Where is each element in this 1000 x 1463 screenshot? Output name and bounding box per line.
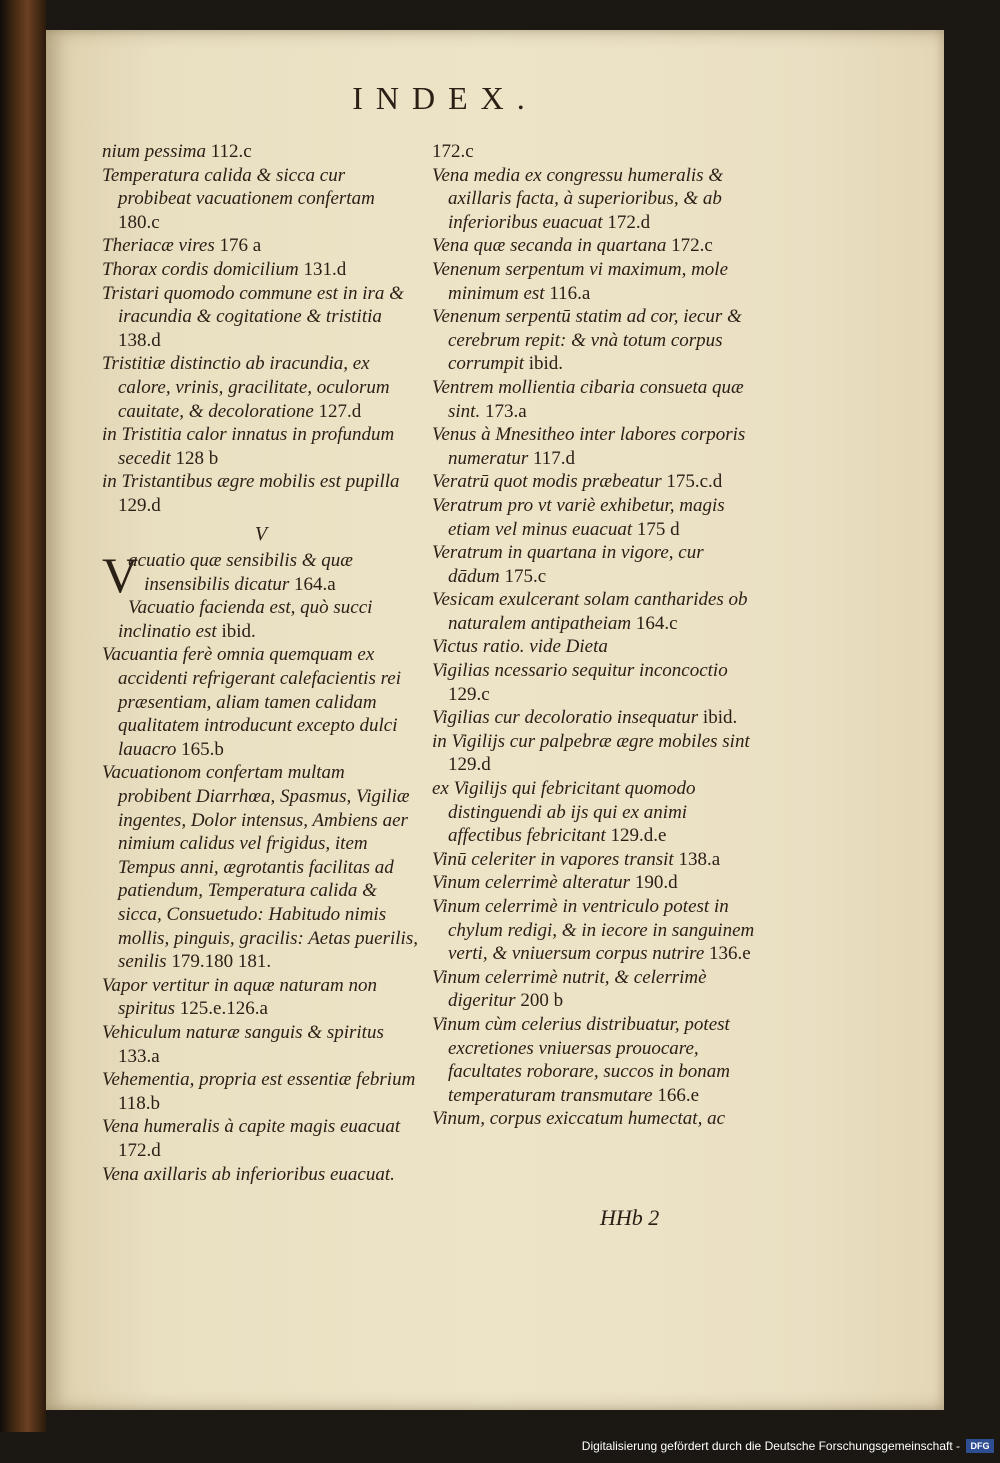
page-ref: ibid. — [702, 707, 738, 729]
entry-text: Veratrum pro vt variè exhibetur, magis etiam vel minus euacuat — [432, 494, 725, 540]
left-entries — [102, 140, 420, 518]
entry-text: Venenum serpentū statim ad cor, iecur & cerebrum repit: & vnà totum corpus corrumpit — [432, 306, 742, 375]
index-entry — [102, 1068, 420, 1115]
dropcap-letter: V — [102, 547, 139, 604]
entry-text: Vena media ex congressu humeralis & axillaris facta, à superioribus, & ab inferioribus euacuat — [432, 164, 724, 233]
index-entry — [102, 164, 420, 235]
page-ref: 116.a — [549, 282, 591, 304]
page-ref: 133.a — [118, 1045, 160, 1067]
page-ref: 138.d — [118, 329, 161, 351]
v-entries — [102, 549, 420, 1186]
page-ref: 172.c — [432, 141, 474, 162]
index-entry — [432, 966, 760, 1013]
index-entry — [102, 1163, 420, 1187]
page-ref: 173.a — [484, 400, 527, 422]
index-entry — [102, 596, 420, 643]
entry-text: Vinum celerrimè in ventriculo potest in chylum redigi, & in iecore in sanguinem verti, & vniuersum corpus nutrire — [432, 896, 755, 965]
page-ref: 175.c.d — [666, 471, 723, 493]
page-ref: ibid. — [221, 620, 256, 642]
entry-text: Victus ratio. vide Dieta — [432, 636, 608, 658]
index-entry — [432, 1107, 760, 1131]
entry-text: nium pessima — [102, 141, 206, 162]
page-ref: 166.e — [657, 1084, 700, 1106]
entry-text: Vena quæ secanda in quartana — [432, 235, 667, 257]
index-entry — [432, 706, 760, 730]
entry-text: Vacuantia ferè omnia quemquam ex accidenti refrigerant calefacientis rei præsentiam, aliam tamen calidam qualitatem introducunt excepto dulci lauacro — [102, 644, 401, 760]
book-spine — [0, 0, 46, 1432]
entry-text: Vinum cùm celerius distribuatur, potest excretiones vniuersas prouocare, facultates roborare, succos in bonam temperaturam transmutare — [432, 1013, 730, 1106]
page-ref: 164.a — [294, 573, 336, 595]
index-entry — [102, 234, 420, 258]
right-column — [432, 140, 760, 1131]
right-entries — [432, 140, 760, 1131]
page-ref: 165.b — [181, 738, 224, 760]
entry-text: Temperatura calida & sicca cur probibeat vacuationem confertam — [102, 164, 375, 210]
entry-text: Vinū celeriter in vapores transit — [432, 848, 674, 870]
page-ref: 129.c — [448, 683, 490, 705]
entry-text: Vena humeralis à capite magis euacuat — [102, 1116, 401, 1138]
index-entry — [102, 643, 420, 761]
page-ref: 117.d — [532, 447, 576, 469]
entry-text: Ventrem mollientia cibaria consueta quæ sint. — [432, 376, 744, 422]
page-ref: 131.d — [303, 258, 347, 280]
entry-text: Vinum, corpus exiccatum humectat, ac — [432, 1108, 726, 1130]
index-entry — [432, 494, 760, 541]
page-ref: 176 a — [219, 235, 262, 257]
page-ref: 172.d — [118, 1139, 161, 1161]
page-ref: 129.d — [118, 494, 161, 516]
page-ref: 175.c — [504, 565, 547, 587]
page-ref: 129.d — [448, 754, 491, 776]
page-ref: 164.c — [635, 612, 678, 634]
page-ref: 138.a — [678, 848, 721, 870]
index-entry — [102, 423, 420, 470]
index-entry — [432, 164, 760, 235]
entry-text: in Tristantibus ægre mobilis est pupilla — [102, 471, 400, 493]
page-ref: 125.e.126.a — [179, 998, 268, 1020]
page-ref: 179.180 181. — [171, 951, 272, 973]
page-ref: 128 b — [175, 447, 219, 469]
index-entry — [432, 730, 760, 777]
entry-text: acuatio quæ sensibilis & quæ insensibilis dicatur — [128, 550, 353, 595]
index-entry — [102, 258, 420, 282]
entry-text: Vacuationom confertam multam probibent Diarrhœa, Spasmus, Vigiliæ ingentes, Dolor intensus, Ambiens aer nimium calidus vel frigidus, item Tempus anni, ægrotantis facilitas ad patiendum, Temperatura calida & sicca, Consuetudo: Habitudo nimis mollis, pinguis, gracilis: Aetas puerilis, senilis — [102, 762, 418, 973]
entry-text: Vigilias ncessario sequitur inconcoctio — [432, 660, 728, 682]
page-ref: ibid. — [528, 353, 564, 375]
entry-text: Vigilias cur decoloratio insequatur — [432, 707, 699, 729]
page-ref: 136.e — [709, 943, 751, 965]
entry-text: in Tristitia calor innatus in profundum secedit — [102, 424, 395, 469]
page-ref: 190.d — [634, 872, 678, 894]
index-entry — [432, 777, 760, 848]
page-ref: 180.c — [118, 211, 160, 233]
page-ref: 127.d — [318, 400, 362, 422]
page-ref: 175 d — [636, 518, 680, 540]
index-entry — [102, 761, 420, 973]
page-ref: 112.c — [210, 141, 252, 162]
index-entry — [432, 258, 760, 305]
index-entry — [432, 541, 760, 588]
index-entry — [432, 305, 760, 376]
entry-text: ex Vigilijs qui febricitant quomodo distinguendi ab ijs qui ex animi affectibus febricitant — [432, 778, 696, 847]
index-entry — [432, 470, 760, 494]
page-ref: 172.c — [671, 235, 713, 257]
entry-text: Venus à Mnesitheo inter labores corporis numeratur — [432, 424, 746, 469]
page-ref: 200 b — [520, 990, 564, 1012]
index-entry — [432, 635, 760, 659]
entry-text: Vena axillaris ab inferioribus euacuat. — [102, 1163, 395, 1185]
index-entry — [102, 352, 420, 423]
page-ref: 172.d — [607, 211, 651, 233]
index-entry — [102, 547, 420, 604]
section-letter-v: V — [254, 522, 268, 545]
signature-mark: HHb 2 — [600, 1205, 660, 1230]
index-entry — [432, 588, 760, 635]
entry-text: Vesicam exulcerant solam cantharides ob naturalem antipatheiam — [432, 589, 748, 634]
entry-text: Veratrū quot modis præbeatur — [432, 471, 662, 493]
left-column — [102, 140, 420, 1186]
entry-text: Tristari quomodo commune est in ira & iracundia & cogitatione & tristitia — [102, 282, 404, 328]
entry-text: Vinum celerrimè alteratur — [432, 872, 631, 894]
index-entry — [432, 659, 760, 706]
index-entry — [432, 234, 760, 258]
entry-text: Vehiculum naturæ sanguis & spiritus — [102, 1021, 384, 1043]
index-entry — [432, 140, 760, 164]
index-entry — [432, 423, 760, 470]
entry-text: Theriacæ vires — [102, 235, 215, 257]
page-ref: 129.d.e — [610, 825, 667, 847]
entry-text: Vacuatio facienda est, quò succi inclinatio est — [118, 597, 373, 642]
entry-text: Tristitiæ distinctio ab iracundia, ex calore, vrinis, gracilitate, oculorum cauitate, & decoloratione — [102, 353, 390, 422]
index-entry — [102, 974, 420, 1021]
index-entry — [102, 1115, 420, 1162]
index-entry — [432, 376, 760, 423]
index-entry — [102, 1021, 420, 1068]
index-entry — [432, 895, 760, 966]
dfg-credit: Digitalisierung gefördert durch die Deutsche Forschungsgemeinschaft - — [581, 1439, 960, 1453]
page-ref: 118.b — [118, 1092, 161, 1114]
index-entry — [102, 470, 420, 517]
entry-text: Vehementia, propria est essentiæ febrium — [102, 1069, 416, 1091]
dfg-logo: DFG — [966, 1439, 994, 1453]
index-entry — [102, 140, 420, 164]
entry-text: Thorax cordis domicilium — [102, 258, 299, 280]
entry-text: Vapor vertitur in aquæ naturam non spiritus — [102, 974, 377, 1020]
entry-text: Veratrum in quartana in vigore, cur dādum — [432, 542, 704, 587]
index-entry — [102, 282, 420, 353]
index-entry — [432, 848, 760, 872]
page-header: INDEX. — [352, 80, 538, 116]
entry-text: Vinum celerrimè nutrit, & celerrimè digeritur — [432, 966, 707, 1012]
index-entry — [432, 871, 760, 895]
index-entry — [432, 1013, 760, 1107]
entry-text: in Vigilijs cur palpebræ ægre mobiles sint — [432, 730, 750, 752]
entry-text: Venenum serpentum vi maximum, mole minimum est — [432, 258, 729, 304]
